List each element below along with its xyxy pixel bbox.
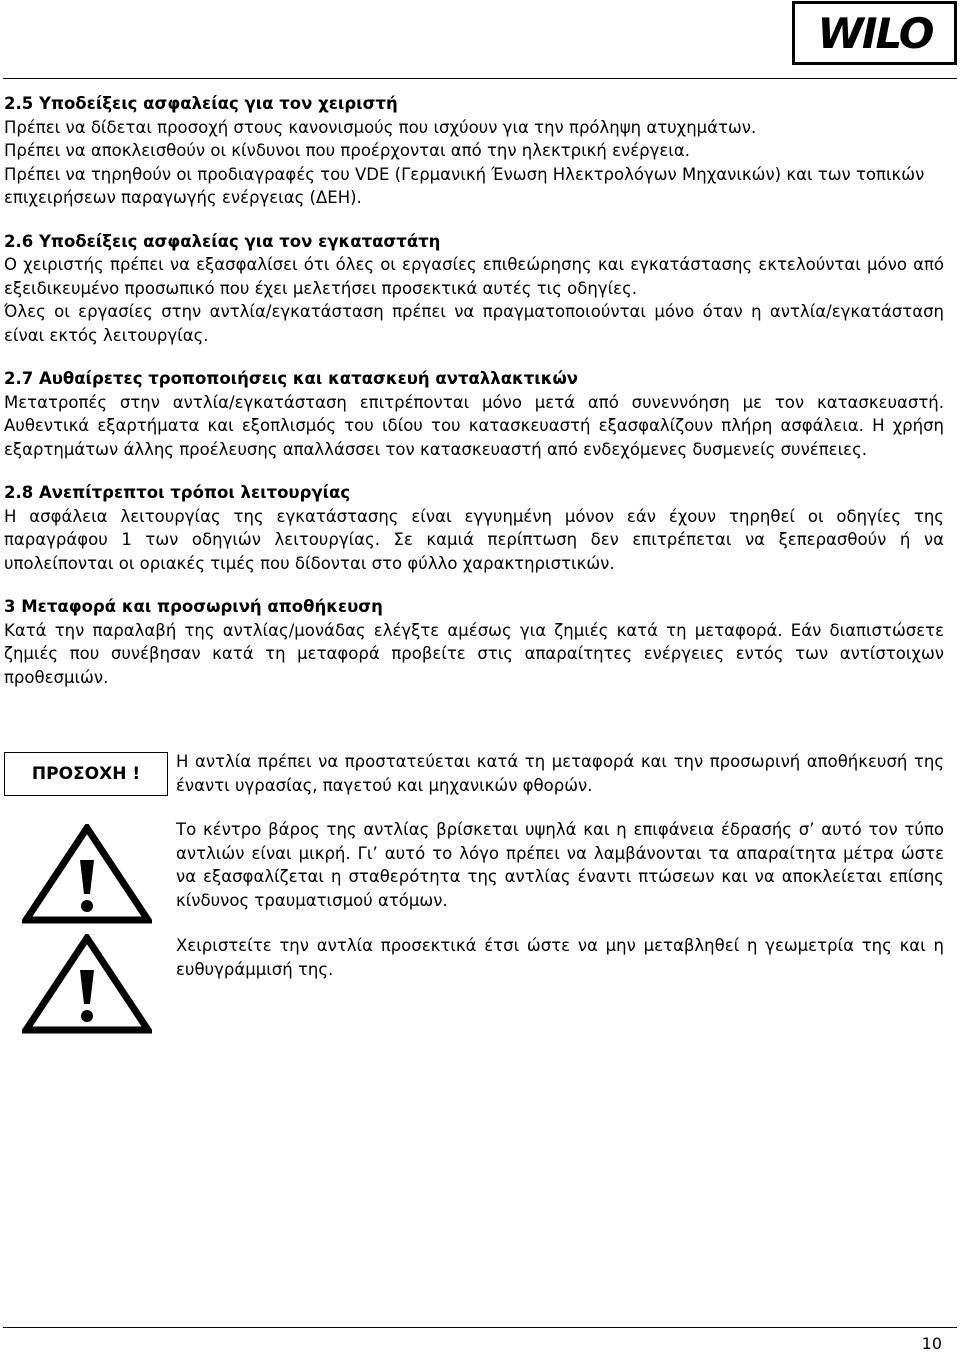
paragraph: Ο χειριστής πρέπει να εξασφαλίσει ότι όλες οι εργασίες επιθεώρησης και εγκατάστασης εκτελούνται μόνο από εξειδικευμένο προσωπικό που έχει μελετήσει προσεκτικά αυτές τις οδηγίες. [4, 255, 944, 298]
section-title: 2.7 Αυθαίρετες τροποποιήσεις και κατασκευή ανταλλακτικών [4, 369, 579, 388]
section-2-5 [4, 92, 944, 210]
section-title: 2.5 Υποδείξεις ασφαλείας για τον χειριστή [4, 94, 398, 113]
section-3 [4, 595, 944, 689]
section-title: 3 Μεταφορά και προσωρινή αποθήκευση [4, 597, 383, 616]
section-2-7 [4, 367, 944, 461]
attention-notice [4, 752, 944, 812]
page-number: 10 [921, 1334, 942, 1353]
paragraph: Όλες οι εργασίες στην αντλία/εγκατάσταση πρέπει να πραγματοποιούνται μόνο όταν η αντλία/εγκατάσταση είναι εκτός λειτουργίας. [4, 302, 944, 345]
warning-triangle-icon [22, 934, 152, 1038]
footer-rule [3, 1327, 957, 1328]
warning-text-2: Χειριστείτε την αντλία προσεκτικά έτσι ώστε να μην μεταβληθεί η γεωμετρία της και η ευθυγράμμισή της. [176, 936, 944, 979]
wilo-logo-text: WILO [817, 11, 932, 55]
section-2-8 [4, 481, 944, 575]
warning-triangle-icon [22, 824, 152, 928]
paragraph: Μετατροπές στην αντλία/εγκατάσταση επιτρέπονται μόνο μετά από συνεννόηση με τον κατασκευαστή. Αυθεντικά εξαρτήματα και εξοπλισμός του ιδίου του κατασκευαστή εξασφαλίζουν πλήρη ασφάλεια. Η χρήση εξαρτημάτων άλλης προέλευσης απαλλάσσει τον κατασκευαστή από ενδεχόμενες δυσμενείς συνέπειες. [4, 392, 944, 459]
wilo-logo-mark [800, 11, 950, 55]
header-rule [3, 78, 957, 79]
paragraph: Κατά την παραλαβή της αντλίας/μονάδας ελέγξτε αμέσως για ζημιές κατά τη μεταφορά. Εάν διαπιστώσετε ζημιές που συνέβησαν κατά τη μεταφορά προβείτε στις απαραίτητες ενέργειες εντός των αντίστοιχων προθεσμιών. [4, 620, 944, 687]
paragraph: Πρέπει να αποκλεισθούν οι κίνδυνοι που προέρχονται από την ηλεκτρική ενέργεια. [4, 141, 690, 160]
attention-text: Η αντλία πρέπει να προστατεύεται κατά τη μεταφορά και την προσωρινή αποθήκευσή της έναντι υγρασίας, παγετού και μηχανικών φθορών. [176, 752, 944, 795]
warning-notice-1 [4, 822, 944, 932]
wilo-logo [792, 1, 957, 65]
section-title: 2.8 Ανεπίτρεπτοι τρόποι λειτουργίας [4, 483, 351, 502]
section-title: 2.6 Υποδείξεις ασφαλείας για τον εγκαταστάτη [4, 231, 441, 251]
attention-badge: ΠΡΟΣΟΧΗ ! [4, 752, 168, 796]
paragraph: Πρέπει να τηρηθούν οι προδιαγραφές του VDE (Γερμανική Ένωση Ηλεκτρολόγων Μηχανικών) και των τοπικών επιχειρήσεων παραγωγής ενέργειας (ΔΕΗ). [4, 164, 925, 207]
section-2-6 [4, 230, 944, 348]
document-body [4, 92, 944, 709]
paragraph: Η ασφάλεια λειτουργίας της εγκατάστασης είναι εγγυημένη μόνον εάν έχουν τηρηθεί οι οδηγίες της παραγράφου 1 των οδηγιών λειτουργίας. Σε καμιά περίπτωση δεν επιτρέπεται να ξεπερασθούν ή να υπολείπονται οι οριακές τιμές που δίδονται στο φύλλο χαρακτηριστικών. [4, 506, 944, 573]
warning-text-1: Το κέντρο βάρος της αντλίας βρίσκεται υψηλά και η επιφάνεια έδρασής σ’ αυτό τον τύπο αντλιών είναι μικρή. Γι’ αυτό το λόγο πρέπει να λαμβάνονται τα απαραίτητα μέτρα ώστε να εξασφαλίζεται η σταθερότητα της αντλίας έναντι πτώσεων και να αποκλείεται επίσης κίνδυνος τραυματισμού ατόμων. [176, 820, 944, 910]
paragraph: Πρέπει να δίδεται προσοχή στους κανονισμούς που ισχύουν για την πρόληψη ατυχημάτων. [4, 117, 757, 137]
warning-notice-2 [4, 934, 944, 1044]
